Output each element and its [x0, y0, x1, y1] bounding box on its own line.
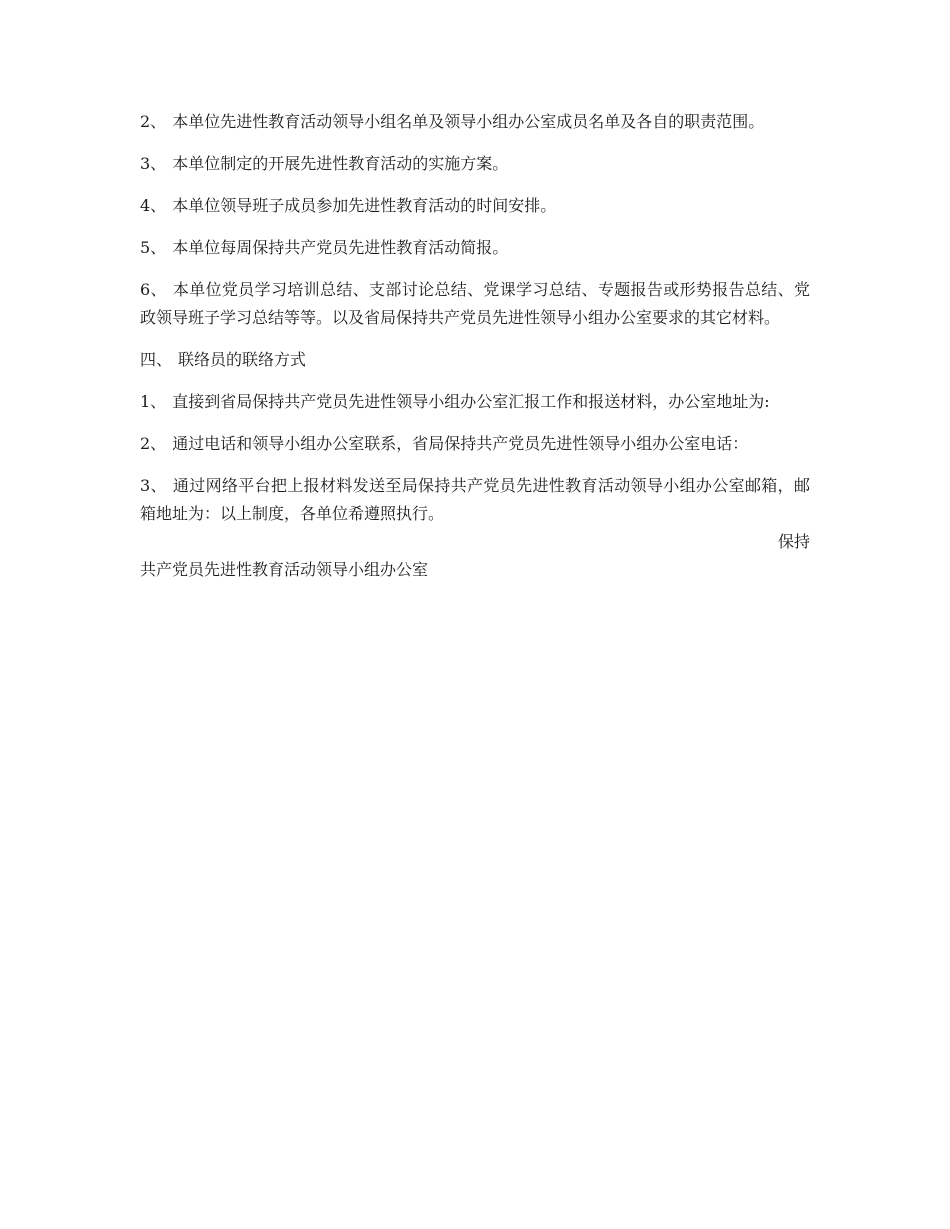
section-heading-4 — [140, 346, 810, 374]
section-title: 联络员的联络方式 — [178, 350, 307, 369]
item-number: 2、 — [140, 112, 167, 131]
item-text: 本单位每周保持共产党员先进性教育活动简报。 — [172, 238, 509, 257]
signature-line — [140, 528, 810, 556]
item-5 — [140, 234, 810, 262]
item-number: 3、 — [140, 154, 167, 173]
item-6 — [140, 276, 810, 332]
item-number: 4、 — [140, 196, 167, 215]
item-number: 3、 — [140, 476, 167, 495]
item-2 — [140, 108, 810, 136]
signature-rest: 共产党员先进性教育活动领导小组办公室 — [140, 560, 429, 579]
document-page — [140, 108, 810, 598]
item-3 — [140, 150, 810, 178]
contact-item-2 — [140, 430, 810, 458]
item-4 — [140, 192, 810, 220]
item-number: 1、 — [140, 392, 167, 411]
section-number: 四、 — [140, 350, 173, 369]
item-text: 本单位制定的开展先进性教育活动的实施方案。 — [172, 154, 509, 173]
item-number: 2、 — [140, 434, 167, 453]
item-text: 本单位党员学习培训总结、支部讨论总结、党课学习总结、专题报告或形势报告总结、党政领导班子学习总结等等。以及省局保持共产党员先进性领导小组办公室要求的其它材料。 — [140, 280, 810, 327]
item-text: 直接到省局保持共产党员先进性领导小组办公室汇报工作和报送材料，办公室地址为: — [172, 392, 770, 411]
contact-item-1 — [140, 388, 810, 416]
item-number: 6、 — [140, 280, 167, 299]
item-number: 5、 — [140, 238, 167, 257]
item-text: 本单位先进性教育活动领导小组名单及领导小组办公室成员名单及各自的职责范围。 — [172, 112, 765, 131]
signature-start: 保持 — [777, 532, 810, 551]
contact-item-3 — [140, 472, 810, 584]
item-text: 通过网络平台把上报材料发送至局保持共产党员先进性教育活动领导小组办公室邮箱，邮箱地址为：以上制度，各单位希遵照执行。 — [140, 476, 810, 523]
item-text: 通过电话和领导小组办公室联系，省局保持共产党员先进性领导小组办公室电话： — [172, 434, 749, 453]
item-text: 本单位领导班子成员参加先进性教育活动的时间安排。 — [172, 196, 557, 215]
